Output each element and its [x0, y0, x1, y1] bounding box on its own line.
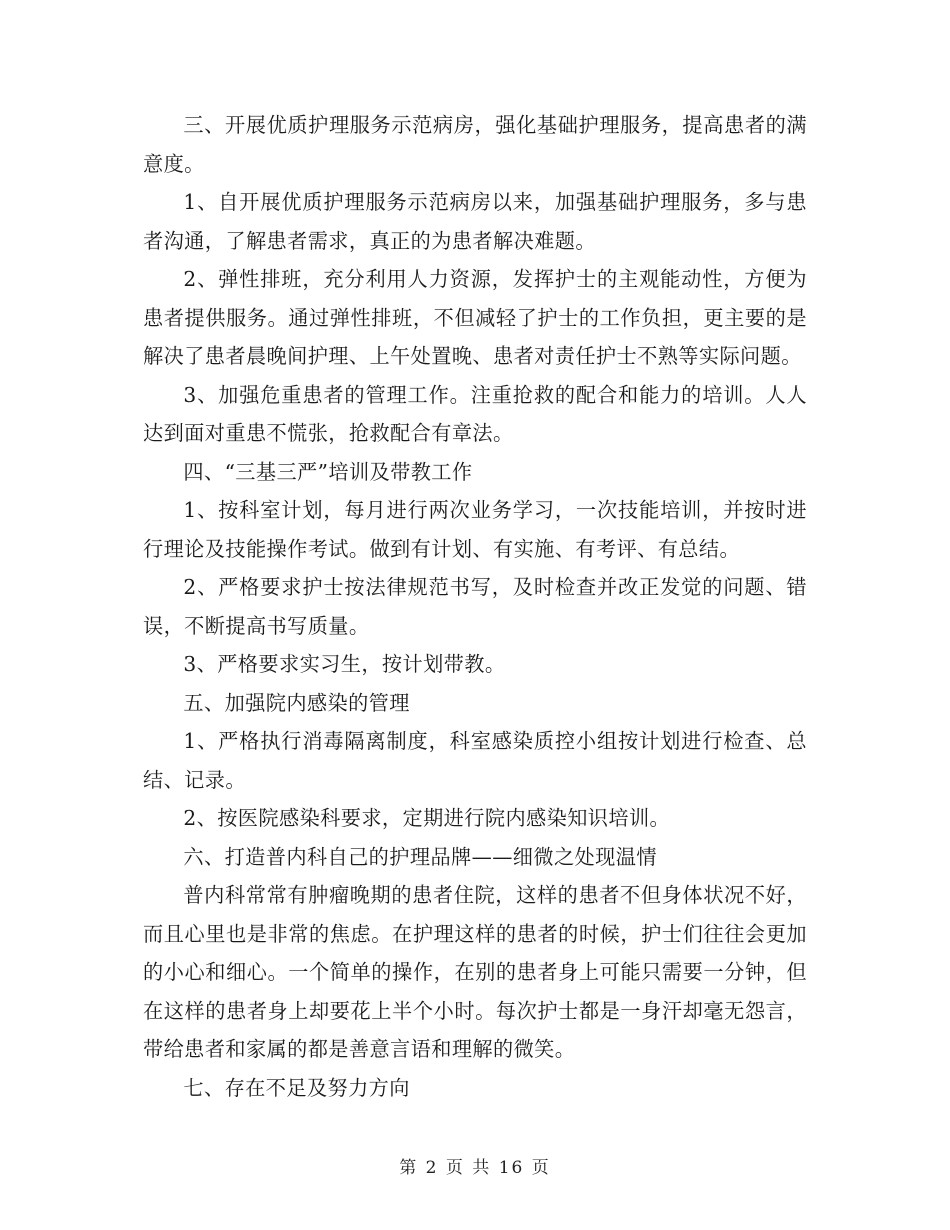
section-heading-6: 六、打造普内科自己的护理品牌——细微之处现温情 — [183, 844, 657, 869]
section-heading-5: 五、加强院内感染的管理 — [183, 690, 410, 715]
page-number-footer: 第 2 页 共 16 页 — [399, 1158, 551, 1178]
paragraph: 1、自开展优质护理服务示范病房以来，加强基础护理服务，多与患者沟通，了解患者需求，真正的为患者解决难题。 — [143, 190, 807, 253]
paragraph: 1、按科室计划，每月进行两次业务学习，一次技能培训，并按时进行理论及技能操作考试。做到有计划、有实施、有考评、有总结。 — [143, 498, 807, 561]
section-heading-4: 四、“三基三严”培训及带教工作 — [183, 459, 473, 484]
paragraph: 3、严格要求实习生，按计划带教。 — [183, 652, 506, 676]
paragraph: 普内科常常有肿瘤晚期的患者住院，这样的患者不但身体状况不好，而且心里也是非常的焦虑。在护理这样的患者的时候，护士们往往会更加的小心和细心。一个简单的操作，在别的患者身上可能只需要一分钟，但在这样的患者身上却要花上半个小时。每次护士都是一身汗却毫无怨言，带给患者和家属的都是善意言语和理解的微笑。 — [143, 883, 807, 1061]
paragraph: 2、严格要求护士按法律规范书写，及时检查并改正发觉的问题、错误，不断提高书写质量。 — [143, 575, 807, 638]
paragraph: 2、按医院感染科要求，定期进行院内感染知识培训。 — [183, 806, 671, 830]
section-heading-7: 七、存在不足及努力方向 — [183, 1075, 410, 1100]
document-body — [143, 106, 807, 1107]
paragraph: 3、加强危重患者的管理工作。注重抢救的配合和能力的培训。人人达到面对重患不慌张，抢救配合有章法。 — [143, 382, 807, 445]
section-heading-3: 三、开展优质护理服务示范病房，强化基础护理服务，提高患者的满意度。 — [143, 113, 807, 176]
paragraph: 1、严格执行消毒隔离制度，科室感染质控小组按计划进行检查、总结、记录。 — [143, 729, 807, 792]
paragraph: 2、弹性排班，充分利用人力资源，发挥护士的主观能动性，方便为患者提供服务。通过弹性排班，不但减轻了护士的工作负担，更主要的是解决了患者晨晚间护理、上午处置晚、患者对责任护士不熟等实际问题。 — [143, 267, 807, 368]
